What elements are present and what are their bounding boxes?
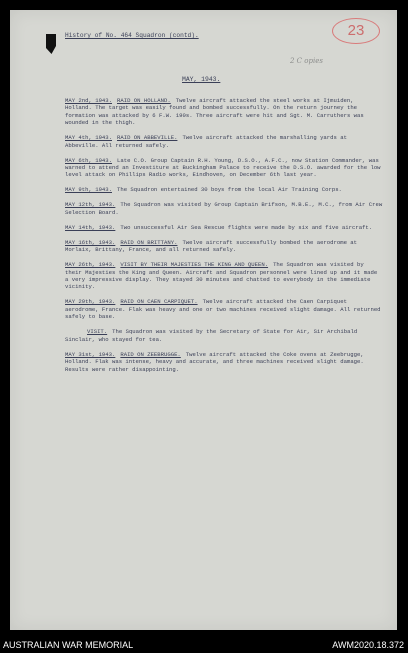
diary-entry xyxy=(65,157,383,179)
diary-entry xyxy=(65,328,383,343)
diary-entry xyxy=(65,261,383,291)
folio-number: 23 xyxy=(332,18,380,44)
entry-body: Late C.O. Group Captain R.H. Young, D.S.O., A.F.C., now Station Commander, was warned to attend an Investiture at Buckingham Palace to receive the D.S.O. awarded for the low level attack on Phillips Radio works, Eindhoven, on December 6th last year. xyxy=(65,156,381,179)
entry-date: MAY 29th, 1943. xyxy=(65,298,116,306)
entry-heading: RAID ON ZEEBRUGGE. xyxy=(120,350,181,358)
entry-heading: RAID ON ABBEVILLE. xyxy=(117,134,178,142)
diary-entry xyxy=(65,351,383,373)
pencil-note: 2 C opies xyxy=(290,57,323,65)
diary-entry xyxy=(65,298,383,320)
entry-date: MAY 12th, 1943. xyxy=(65,201,116,209)
footer-accession-number: AWM2020.18.372 xyxy=(332,640,404,650)
page-title: MAY, 1943. xyxy=(182,76,221,83)
diary-entry xyxy=(65,97,383,127)
entry-date: MAY 2nd, 1943. xyxy=(65,97,112,104)
entry-date: VISIT. xyxy=(87,328,108,336)
entry-body: Two unsuccessful Air Sea Rescue flights were made by six and five aircraft. xyxy=(120,223,373,231)
footer-institution: AUSTRALIAN WAR MEMORIAL xyxy=(3,640,134,650)
entry-body: Twelve aircraft successfully bombed the aerodrome at Morlaix, Brittany, France, and all returned safely. xyxy=(65,238,357,254)
entries-list xyxy=(65,97,383,381)
footer xyxy=(0,638,408,653)
diary-entry xyxy=(65,224,383,231)
entry-body: Twelve aircraft attacked the steel works at Ijmuiden, Holland. The target was easily found and bombed successfully. On the return journey the formation was attacked by 6 F.W. 190s. Three aircraft were hit and Sgt. M. Carruthers was wounded in the thigh. xyxy=(65,97,364,127)
entry-body: The Squadron was visited by Group Captain Brifson, M.B.E., M.C., from Air Crew Selection Board. xyxy=(65,201,383,216)
entry-date: MAY 4th, 1943. xyxy=(65,134,112,142)
entry-date: MAY 14th, 1943. xyxy=(65,223,116,231)
page-header: History of No. 464 Squadron (contd). xyxy=(65,32,199,39)
diary-entry xyxy=(65,239,383,254)
entry-body: Twelve aircraft attacked the Caen Carpiquet aerodrome, France. Flak was heavy and one or two machines received slight damage. All returned safely to base. xyxy=(65,298,381,321)
entry-date: MAY 6th, 1943. xyxy=(65,156,112,164)
entry-body: The Squadron was visited by their Majesties the King and Queen. Aircraft and Squadron personnel were lined up and it made a very impressive display. They stayed 30 minutes and chatted to everybody in the immediate vicinity. xyxy=(65,261,378,291)
entry-body: Twelve aircraft attacked the marshalling yards at Abbeville. All returned safely. xyxy=(65,134,347,149)
entry-heading: RAID ON CAEN CARPIQUET. xyxy=(120,298,198,306)
entry-heading: RAID ON HOLLAND. xyxy=(117,97,171,104)
diary-entry xyxy=(65,134,383,149)
entry-body: The Squadron entertained 30 boys from the local Air Training Corps. xyxy=(117,186,342,194)
entry-heading: VISIT BY THEIR MAJESTIES THE KING AND QUEEN. xyxy=(120,261,269,269)
entry-body: The Squadron was visited by the Secretary of State for Air, Sir Archibald Sinclair, who stayed for tea. xyxy=(65,328,358,343)
entry-date: MAY 31st, 1943. xyxy=(65,350,116,358)
entry-heading: RAID ON BRITTANY. xyxy=(120,238,178,246)
paper-clip-mark xyxy=(46,34,56,54)
entry-date: MAY 26th, 1943. xyxy=(65,261,116,269)
entry-date: MAY 9th, 1943. xyxy=(65,186,112,194)
entry-date: MAY 16th, 1943. xyxy=(65,238,116,246)
document-page xyxy=(10,10,397,630)
diary-entry xyxy=(65,201,383,216)
entry-body: Twelve aircraft attacked the Coke ovens at Zeebrugge, Holland. Flak was intense, heavy and accurate, and three machines received slight damage. Results were rather disappointing. xyxy=(65,350,364,373)
diary-entry xyxy=(65,186,383,193)
